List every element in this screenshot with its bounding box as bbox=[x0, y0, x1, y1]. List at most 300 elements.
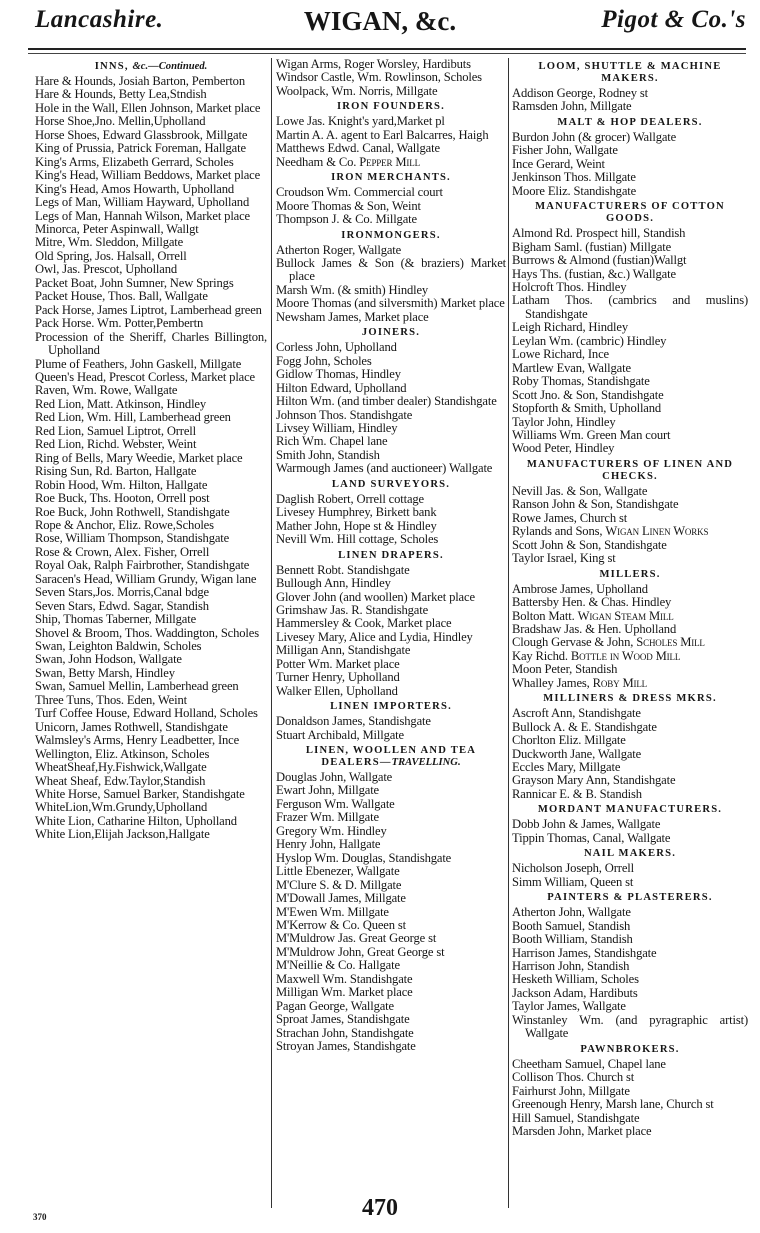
heading-italic-text: TRAVELLING. bbox=[391, 757, 461, 769]
entry-text: White Horse, Samuel Barker, Standishgate bbox=[35, 787, 245, 802]
entry-premises-name: Pepper Mill bbox=[359, 154, 420, 169]
directory-entry bbox=[512, 539, 748, 552]
directory-entry bbox=[35, 667, 267, 680]
entry-text: Eccles Mary, Millgate bbox=[512, 760, 621, 775]
entry-text: Dobb John & James, Wallgate bbox=[512, 817, 661, 832]
entry-text: Leigh Richard, Hindley bbox=[512, 320, 628, 335]
entry-text: Frazer Wm. Millgate bbox=[276, 810, 379, 825]
entry-text: Hyslop Wm. Douglas, Standishgate bbox=[276, 850, 452, 865]
entry-text: Fisher John, Wallgate bbox=[512, 143, 618, 158]
directory-entry bbox=[35, 627, 267, 640]
directory-entry bbox=[35, 142, 267, 155]
directory-entry bbox=[512, 442, 748, 455]
entry-text: Tippin Thomas, Canal, Wallgate bbox=[512, 830, 671, 845]
directory-entry bbox=[276, 186, 506, 199]
directory-entry bbox=[512, 268, 748, 281]
directory-entry bbox=[35, 156, 267, 169]
directory-entry bbox=[512, 707, 748, 720]
heading-text: LOOM, SHUTTLE & MACHINE MAKERS. bbox=[538, 61, 722, 84]
heading-text: INNS, bbox=[94, 61, 133, 72]
section-heading bbox=[512, 848, 748, 860]
entry-text: Raven, Wm. Rowe, Wallgate bbox=[35, 383, 178, 398]
entry-text: Little Ebenezer, Wallgate bbox=[276, 864, 400, 879]
directory-entry bbox=[512, 1071, 748, 1084]
directory-entry bbox=[512, 933, 748, 946]
entry-text: Hare & Hounds, Josiah Barton, Pemberton bbox=[35, 74, 245, 88]
entry-text: Taylor John, Hindley bbox=[512, 414, 616, 429]
directory-entry bbox=[276, 284, 506, 297]
directory-entry bbox=[276, 825, 506, 838]
directory-entry bbox=[512, 375, 748, 388]
entry-text: Martin A. A. agent to Earl Balcarres, Haigh bbox=[276, 127, 489, 142]
directory-entry bbox=[276, 244, 506, 257]
entry-text: Donaldson James, Standishgate bbox=[276, 714, 431, 729]
section-heading bbox=[276, 550, 506, 562]
directory-entry bbox=[35, 425, 267, 438]
directory-entry bbox=[276, 142, 506, 155]
entry-text: Almond Rd. Prospect hill, Standish bbox=[512, 226, 686, 241]
entry-text: Strachan John, Standishgate bbox=[276, 1025, 414, 1040]
entry-text: M'Kerrow & Co. Queen st bbox=[276, 918, 406, 933]
entry-text: Red Lion, Samuel Liptrot, Orrell bbox=[35, 423, 196, 438]
entry-text: Addison George, Rodney st bbox=[512, 86, 648, 100]
directory-entry bbox=[35, 775, 267, 788]
entry-text: Taylor Israel, King st bbox=[512, 551, 616, 566]
directory-entry bbox=[276, 577, 506, 590]
heading-text: MILLINERS & DRESS MKRS. bbox=[543, 693, 717, 705]
entry-text: Ascroft Ann, Standishgate bbox=[512, 706, 641, 721]
entry-text: Pack Horse, James Liptrot, Lamberhead green bbox=[35, 302, 262, 317]
entry-text: M'Dowall James, Millgate bbox=[276, 891, 406, 906]
directory-entry bbox=[276, 671, 506, 684]
entry-text: Packet House, Thos. Ball, Wallgate bbox=[35, 289, 208, 304]
column-middle bbox=[276, 58, 506, 1054]
section-heading bbox=[512, 61, 748, 85]
directory-entry bbox=[512, 254, 748, 267]
heading-text: IRON MERCHANTS. bbox=[331, 172, 451, 184]
entry-text: Horse Shoe,Jno. Mellin,Upholland bbox=[35, 114, 206, 129]
directory-entry bbox=[512, 1085, 748, 1098]
entry-text: Moore Thomas (and silversmith) Market place bbox=[276, 296, 505, 311]
entry-text: Old Spring, Jos. Halsall, Orrell bbox=[35, 248, 187, 263]
directory-entry bbox=[276, 959, 506, 972]
directory-entry bbox=[276, 533, 506, 546]
section-heading bbox=[512, 892, 748, 904]
heading-text: LINEN, WOOLLEN AND TEA DEALERS— bbox=[305, 745, 477, 769]
directory-entry bbox=[276, 422, 506, 435]
entry-text: Milligan Wm. Market place bbox=[276, 985, 413, 1000]
directory-entry bbox=[276, 71, 506, 84]
entry-text: Mather John, Hope st & Hindley bbox=[276, 518, 437, 533]
directory-entry bbox=[512, 721, 748, 734]
directory-entry bbox=[35, 707, 267, 720]
entry-text: Bolton Matt. bbox=[512, 608, 578, 623]
entry-text: Jackson Adam, Hardibuts bbox=[512, 985, 638, 1000]
directory-entry bbox=[276, 564, 506, 577]
entry-text: Kay Richd. bbox=[512, 648, 571, 663]
directory-entry bbox=[512, 402, 748, 415]
directory-entry bbox=[512, 663, 748, 676]
directory-entry bbox=[35, 465, 267, 478]
entry-text: Hesketh William, Scholes bbox=[512, 972, 639, 987]
directory-entry bbox=[276, 685, 506, 698]
entry-text: Nevill Wm. Hill cottage, Scholes bbox=[276, 532, 439, 547]
directory-entry bbox=[512, 1112, 748, 1125]
entry-text: M'Clure S. & D. Millgate bbox=[276, 877, 402, 892]
section-heading bbox=[512, 201, 748, 225]
directory-entry bbox=[35, 88, 267, 101]
directory-entry bbox=[276, 771, 506, 784]
entry-text: Martlew Evan, Wallgate bbox=[512, 360, 631, 375]
header-county-title: Lancashire. bbox=[35, 6, 164, 33]
directory-entry bbox=[512, 920, 748, 933]
directory-entry bbox=[276, 200, 506, 213]
directory-entry bbox=[276, 784, 506, 797]
directory-entry bbox=[512, 294, 748, 321]
directory-entry bbox=[512, 677, 748, 690]
entry-text: Booth William, Standish bbox=[512, 932, 633, 947]
entry-text: Bullock James & Son (& braziers) Market place bbox=[276, 255, 506, 284]
entry-text: Lowe Richard, Ince bbox=[512, 347, 609, 362]
entry-text: Maxwell Wm. Standishgate bbox=[276, 971, 413, 986]
entry-text: Gidlow Thomas, Hindley bbox=[276, 367, 401, 382]
directory-entry bbox=[512, 596, 748, 609]
directory-entry bbox=[35, 801, 267, 814]
entry-text: Harrison James, Standishgate bbox=[512, 945, 657, 960]
directory-entry bbox=[276, 115, 506, 128]
directory-entry bbox=[512, 1058, 748, 1071]
column-divider bbox=[508, 58, 509, 1208]
directory-entry bbox=[276, 409, 506, 422]
section-heading bbox=[512, 693, 748, 705]
directory-entry bbox=[276, 449, 506, 462]
entry-text: Shovel & Broom, Thos. Waddington, Scholes bbox=[35, 625, 259, 640]
directory-entry bbox=[35, 479, 267, 492]
signature-mark: 370 bbox=[33, 1212, 47, 1222]
entry-text: Holcroft Thos. Hindley bbox=[512, 279, 627, 294]
directory-entry bbox=[276, 604, 506, 617]
directory-entry bbox=[276, 355, 506, 368]
section-heading bbox=[512, 459, 748, 483]
entry-text: Douglas John, Wallgate bbox=[276, 770, 393, 785]
directory-entry bbox=[512, 227, 748, 240]
directory-entry bbox=[276, 368, 506, 381]
directory-entry bbox=[512, 87, 748, 100]
entry-text: Sproat James, Standishgate bbox=[276, 1012, 410, 1027]
entry-text: Legs of Man, Hannah Wilson, Market place bbox=[35, 208, 250, 223]
entry-text: Hilton Wm. (and timber dealer) Standishgate bbox=[276, 394, 497, 409]
entry-text: WheatSheaf,Hy.Fishwick,Wallgate bbox=[35, 760, 207, 775]
directory-entry bbox=[35, 559, 267, 572]
directory-entry bbox=[512, 498, 748, 511]
entry-text: Rowe James, Church st bbox=[512, 510, 628, 525]
entry-text: Needham & Co. bbox=[276, 154, 360, 169]
directory-entry bbox=[276, 879, 506, 892]
directory-entry bbox=[512, 748, 748, 761]
directory-entry bbox=[276, 435, 506, 448]
entry-text: Three Tuns, Thos. Eden, Weint bbox=[35, 692, 187, 707]
entry-text: Ferguson Wm. Wallgate bbox=[276, 796, 395, 811]
directory-entry bbox=[276, 395, 506, 408]
entry-text: Winstanley Wm. (and pyragraphic artist) Wallgate bbox=[512, 1012, 748, 1041]
directory-entry bbox=[276, 906, 506, 919]
directory-entry bbox=[35, 506, 267, 519]
directory-entry bbox=[35, 183, 267, 196]
directory-entry bbox=[512, 1014, 748, 1041]
entry-text: Minorca, Peter Aspinwall, Wallgt bbox=[35, 221, 199, 236]
entry-text: Gregory Wm. Hindley bbox=[276, 823, 387, 838]
section-heading bbox=[276, 101, 506, 113]
directory-entry bbox=[35, 129, 267, 142]
directory-entry bbox=[276, 852, 506, 865]
directory-entry bbox=[35, 640, 267, 653]
directory-entry bbox=[276, 892, 506, 905]
directory-entry bbox=[35, 290, 267, 303]
heading-text: PAWNBROKERS. bbox=[580, 1043, 680, 1055]
directory-entry bbox=[35, 546, 267, 559]
entry-text: White Lion,Elijah Jackson,Hallgate bbox=[35, 827, 210, 842]
directory-entry bbox=[35, 411, 267, 424]
directory-entry bbox=[276, 617, 506, 630]
header-rule bbox=[28, 48, 746, 50]
directory-entry bbox=[512, 362, 748, 375]
entry-text: Milligan Ann, Standishgate bbox=[276, 643, 411, 658]
entry-text: Wheat Sheaf, Edw.Taylor,Standish bbox=[35, 773, 206, 788]
entry-text: Moon Peter, Standish bbox=[512, 662, 618, 677]
entry-text: Glover John (and woollen) Market place bbox=[276, 589, 475, 604]
directory-entry bbox=[512, 429, 748, 442]
directory-entry bbox=[35, 600, 267, 613]
directory-entry bbox=[276, 644, 506, 657]
directory-entry bbox=[512, 973, 748, 986]
directory-entry bbox=[512, 583, 748, 596]
entry-text: Walmsley's Arms, Henry Leadbetter, Ince bbox=[35, 733, 240, 748]
entry-text: Grimshaw Jas. R. Standishgate bbox=[276, 602, 429, 617]
entry-text: Saracen's Head, William Grundy, Wigan lane bbox=[35, 571, 257, 586]
directory-entry bbox=[276, 341, 506, 354]
heading-text: MANUFACTURERS OF LINEN AND CHECKS. bbox=[526, 458, 734, 482]
entry-text: Nevill Jas. & Son, Wallgate bbox=[512, 483, 648, 498]
directory-entry bbox=[276, 85, 506, 98]
entry-text: Greenough Henry, Marsh lane, Church st bbox=[512, 1097, 714, 1112]
entry-text: Roby Thomas, Standishgate bbox=[512, 374, 650, 389]
directory-entry bbox=[512, 623, 748, 636]
entry-text: King's Arms, Elizabeth Gerrard, Scholes bbox=[35, 154, 234, 169]
entry-text: Rose, William Thompson, Standishgate bbox=[35, 531, 230, 546]
header-rule-thin bbox=[28, 53, 746, 54]
directory-entry bbox=[512, 788, 748, 801]
entry-text: Cheetham Samuel, Chapel lane bbox=[512, 1056, 666, 1071]
directory-entry bbox=[276, 506, 506, 519]
entry-text: Packet Boat, John Sumner, New Springs bbox=[35, 275, 234, 290]
entry-text: Matthews Edwd. Canal, Wallgate bbox=[276, 141, 440, 156]
entry-text: Marsden John, Market place bbox=[512, 1124, 652, 1138]
directory-entry bbox=[512, 734, 748, 747]
entry-text: Seven Stars,Jos. Morris,Canal bdge bbox=[35, 585, 209, 600]
entry-text: Pagan George, Wallgate bbox=[276, 998, 394, 1013]
directory-entry bbox=[35, 573, 267, 586]
section-heading bbox=[512, 1044, 748, 1056]
directory-entry bbox=[512, 416, 748, 429]
entry-text: Roe Buck, Ths. Hooton, Orrell post bbox=[35, 491, 210, 506]
directory-entry bbox=[276, 462, 506, 475]
directory-entry bbox=[512, 485, 748, 498]
directory-entry bbox=[35, 115, 267, 128]
directory-entry bbox=[276, 520, 506, 533]
entry-text: Ship, Thomas Taberner, Millgate bbox=[35, 612, 197, 627]
directory-entry bbox=[35, 371, 267, 384]
entry-text: Unicorn, James Rothwell, Standishgate bbox=[35, 719, 228, 734]
directory-entry bbox=[35, 236, 267, 249]
entry-text: Fogg John, Scholes bbox=[276, 353, 372, 368]
heading-text: LINEN DRAPERS. bbox=[338, 549, 444, 561]
directory-entry bbox=[276, 493, 506, 506]
entry-text: Corless John, Upholland bbox=[276, 340, 397, 355]
entry-text: Swan, Betty Marsh, Hindley bbox=[35, 665, 175, 680]
entry-text: Moore Eliz. Standishgate bbox=[512, 183, 637, 198]
entry-text: Burdon John (& grocer) Wallgate bbox=[512, 129, 677, 144]
entry-text: Atherton Roger, Wallgate bbox=[276, 242, 402, 257]
entry-text: Swan, Samuel Mellin, Lamberhead green bbox=[35, 679, 239, 694]
heading-italic-text: &c.—Continued. bbox=[132, 61, 208, 72]
entry-text: Ramsden John, Millgate bbox=[512, 99, 632, 114]
entry-text: Legs of Man, William Hayward, Upholland bbox=[35, 195, 250, 210]
entry-text: M'Muldrow Jas. Great George st bbox=[276, 931, 437, 946]
directory-entry bbox=[35, 438, 267, 451]
directory-entry bbox=[35, 519, 267, 532]
entry-text: Rannicar E. & B. Standish bbox=[512, 786, 642, 801]
section-heading bbox=[276, 479, 506, 491]
directory-entry bbox=[35, 250, 267, 263]
directory-entry bbox=[276, 631, 506, 644]
entry-text: Hare & Hounds, Betty Lea,Stndish bbox=[35, 87, 207, 102]
directory-entry bbox=[35, 331, 267, 358]
entry-text: Robin Hood, Wm. Hilton, Hallgate bbox=[35, 477, 208, 492]
section-heading bbox=[276, 230, 506, 242]
entry-text: Turner Henry, Upholland bbox=[276, 670, 400, 685]
directory-entry bbox=[512, 636, 748, 649]
entry-text: Ewart John, Millgate bbox=[276, 783, 379, 798]
directory-entry bbox=[276, 1027, 506, 1040]
directory-entry bbox=[35, 815, 267, 828]
directory-entry bbox=[35, 277, 267, 290]
entry-text: King's Head, William Beddows, Market place bbox=[35, 168, 261, 183]
directory-entry bbox=[35, 102, 267, 115]
entry-text: Woolpack, Wm. Norris, Millgate bbox=[276, 83, 438, 98]
directory-entry bbox=[35, 532, 267, 545]
directory-entry bbox=[35, 210, 267, 223]
directory-entry bbox=[276, 973, 506, 986]
heading-text: LAND SURVEYORS. bbox=[331, 478, 451, 490]
directory-entry bbox=[276, 729, 506, 742]
directory-entry bbox=[512, 947, 748, 960]
entry-text: Warmough James (and auctioneer) Wallgate bbox=[276, 461, 493, 476]
directory-entry bbox=[35, 788, 267, 801]
entry-text: Bullough Ann, Hindley bbox=[276, 576, 391, 591]
directory-entry bbox=[512, 512, 748, 525]
entry-text: Nicholson Joseph, Orrell bbox=[512, 861, 634, 876]
entry-text: Rope & Anchor, Eliz. Rowe,Scholes bbox=[35, 517, 214, 532]
directory-entry bbox=[276, 798, 506, 811]
entry-text: White Lion, Catharine Hilton, Upholland bbox=[35, 813, 237, 828]
entry-text: King's Head, Amos Howarth, Upholland bbox=[35, 181, 235, 196]
entry-text: Rising Sun, Rd. Barton, Hallgate bbox=[35, 464, 197, 479]
directory-entry bbox=[512, 281, 748, 294]
heading-text: MANUFACTURERS OF COTTON GOODS. bbox=[535, 201, 725, 225]
header-publisher: Pigot & Co.'s bbox=[601, 6, 746, 33]
directory-entry bbox=[512, 321, 748, 334]
directory-entry bbox=[35, 613, 267, 626]
directory-entry bbox=[512, 906, 748, 919]
entry-text: Bullock A. & E. Standishgate bbox=[512, 719, 657, 734]
entry-text: Hays Ths. (fustian, &c.) Wallgate bbox=[512, 266, 676, 281]
entry-text: Seven Stars, Edwd. Sagar, Standish bbox=[35, 598, 209, 613]
directory-entry bbox=[512, 158, 748, 171]
section-heading bbox=[276, 172, 506, 184]
directory-entry bbox=[512, 100, 748, 113]
directory-entry bbox=[512, 987, 748, 1000]
entry-text: Collison Thos. Church st bbox=[512, 1070, 635, 1085]
directory-entry bbox=[276, 382, 506, 395]
entry-text: Simm William, Queen st bbox=[512, 874, 634, 889]
section-heading bbox=[35, 61, 267, 73]
entry-text: Atherton John, Wallgate bbox=[512, 905, 631, 920]
directory-entry bbox=[512, 1098, 748, 1111]
directory-entry bbox=[512, 832, 748, 845]
directory-entry bbox=[35, 828, 267, 841]
section-heading bbox=[276, 701, 506, 713]
entry-text: Scott Jno. & Son, Standishgate bbox=[512, 387, 664, 402]
entry-text: Turf Coffee House, Edward Holland, Scholes bbox=[35, 706, 258, 721]
directory-entry bbox=[35, 680, 267, 693]
entry-text: Lowe Jas. Knight's yard,Market pl bbox=[276, 114, 445, 129]
directory-entry bbox=[276, 58, 506, 71]
directory-entry bbox=[35, 263, 267, 276]
directory-entry bbox=[512, 185, 748, 198]
section-heading bbox=[512, 569, 748, 581]
entry-text: Royal Oak, Ralph Fairbrother, Standishgate bbox=[35, 558, 250, 573]
heading-text: LINEN IMPORTERS. bbox=[330, 701, 452, 713]
entry-text: Livesey Humphrey, Birkett bank bbox=[276, 505, 437, 520]
entry-text: Plume of Feathers, John Gaskell, Millgate bbox=[35, 356, 242, 371]
directory-entry bbox=[35, 196, 267, 209]
entry-text: M'Muldrow John, Great George st bbox=[276, 944, 445, 959]
entry-text: Whalley James, bbox=[512, 675, 593, 690]
entry-text: Ince Gerard, Weint bbox=[512, 156, 605, 171]
entry-text: M'Ewen Wm. Millgate bbox=[276, 904, 389, 919]
directory-entry bbox=[276, 919, 506, 932]
entry-text: Booth Samuel, Standish bbox=[512, 918, 631, 933]
directory-entry bbox=[35, 761, 267, 774]
entry-text: Fairhurst John, Millgate bbox=[512, 1083, 630, 1098]
section-heading bbox=[276, 327, 506, 339]
entry-text: Jenkinson Thos. Millgate bbox=[512, 170, 636, 185]
entry-text: Clough Gervase & John, bbox=[512, 635, 637, 650]
directory-entry bbox=[276, 811, 506, 824]
entry-premises-name: Roby Mill bbox=[592, 675, 648, 690]
entry-text: Wellington, Eliz. Atkinson, Scholes bbox=[35, 746, 210, 761]
directory-entry bbox=[276, 932, 506, 945]
directory-entry bbox=[35, 358, 267, 371]
entry-text: Procession of the Sheriff, Charles Billington, Upholland bbox=[35, 329, 267, 358]
section-heading bbox=[512, 804, 748, 816]
directory-entry bbox=[276, 297, 506, 310]
entry-text: Rose & Crown, Alex. Fisher, Orrell bbox=[35, 544, 210, 559]
header-town-title: WIGAN, &c. bbox=[303, 6, 457, 36]
entry-text: Hammersley & Cook, Market place bbox=[276, 616, 452, 631]
heading-text: MALT & HOP DEALERS. bbox=[557, 116, 703, 128]
directory-entry bbox=[35, 398, 267, 411]
